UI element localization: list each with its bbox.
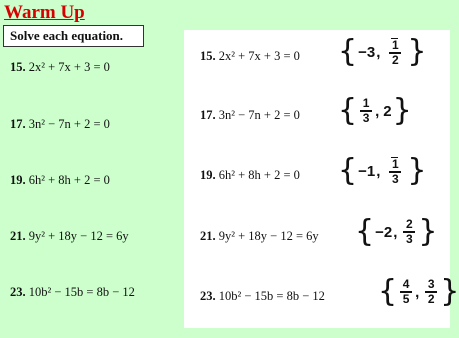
numerator: 3 [427, 277, 435, 292]
equation-text: 9y² + 18y − 12 = 6y [218, 229, 319, 243]
answer-equation [200, 168, 300, 183]
numerator: 2 [406, 217, 413, 232]
numerator: 1 [362, 96, 370, 111]
left-brace-icon: { [338, 93, 358, 128]
equation-text: 6h² + 8h + 2 = 0 [218, 168, 300, 182]
equation-number: 17. [10, 117, 26, 131]
solution-fraction [386, 38, 404, 67]
equation-number: 23. [10, 285, 26, 299]
equation-text: 10b² − 15b = 8b − 12 [28, 285, 135, 299]
denominator: 2 [392, 52, 399, 67]
numerator: 1 [392, 38, 399, 52]
equation-text: 6h² + 8h + 2 = 0 [28, 173, 110, 187]
denominator: 2 [427, 291, 435, 306]
answer-equation [200, 289, 325, 304]
left-brace-icon: { [338, 153, 358, 188]
answer-panel [184, 30, 459, 328]
solution-set [378, 274, 459, 309]
solution-fraction [425, 278, 437, 306]
equation-text: 2x² + 7x + 3 = 0 [28, 60, 110, 74]
left-equation-15 [10, 60, 110, 75]
left-brace-icon: { [378, 274, 398, 309]
solution-value: 2 [383, 102, 392, 120]
left-brace-icon: { [355, 214, 375, 249]
left-equation-19 [10, 173, 110, 188]
solution-set [355, 214, 438, 249]
equation-number: 15. [200, 49, 216, 63]
denominator: 5 [402, 291, 410, 306]
answer-equation [200, 229, 319, 244]
equation-number: 15. [10, 60, 26, 74]
equation-number: 21. [10, 229, 26, 243]
comma: , [375, 102, 380, 120]
solution-value: −1 [358, 162, 376, 180]
right-brace-icon: } [407, 153, 427, 188]
equation-number: 23. [200, 289, 216, 303]
instruction-box [3, 25, 144, 47]
solution-set [338, 34, 427, 69]
solution-fraction [403, 218, 415, 246]
equation-text: 2x² + 7x + 3 = 0 [218, 49, 300, 63]
answer-equation [200, 108, 300, 123]
denominator: 3 [406, 231, 413, 246]
left-equation-21 [10, 229, 129, 244]
solution-value: −3 [358, 43, 376, 61]
right-brace-icon: } [407, 34, 427, 69]
right-brace-icon: } [440, 274, 459, 309]
right-brace-icon: } [392, 93, 412, 128]
page-title: Warm Up [4, 2, 85, 23]
left-equation-17 [10, 117, 110, 132]
denominator: 3 [362, 110, 370, 125]
numerator: 4 [402, 277, 410, 292]
comma: , [376, 162, 381, 180]
equation-text: 9y² + 18y − 12 = 6y [28, 229, 129, 243]
solution-set [338, 93, 412, 128]
solution-fraction [400, 278, 412, 306]
solution-fraction [386, 157, 404, 186]
right-brace-icon: } [418, 214, 438, 249]
comma: , [415, 283, 420, 301]
comma: , [393, 223, 398, 241]
equation-number: 21. [200, 229, 216, 243]
equation-number: 19. [10, 173, 26, 187]
left-equation-23 [10, 285, 135, 300]
answer-equation [200, 49, 300, 64]
denominator: 3 [392, 171, 399, 186]
instruction-text: Solve each equation. [10, 28, 124, 43]
equation-number: 17. [200, 108, 216, 122]
solution-value: −2 [375, 223, 393, 241]
numerator: 1 [392, 157, 399, 171]
left-brace-icon: { [338, 34, 358, 69]
equation-text: 3n² − 7n + 2 = 0 [218, 108, 300, 122]
solution-set [338, 153, 427, 188]
solution-fraction [360, 97, 372, 125]
equation-number: 19. [200, 168, 216, 182]
comma: , [376, 43, 381, 61]
equation-text: 10b² − 15b = 8b − 12 [218, 289, 325, 303]
equation-text: 3n² − 7n + 2 = 0 [28, 117, 110, 131]
